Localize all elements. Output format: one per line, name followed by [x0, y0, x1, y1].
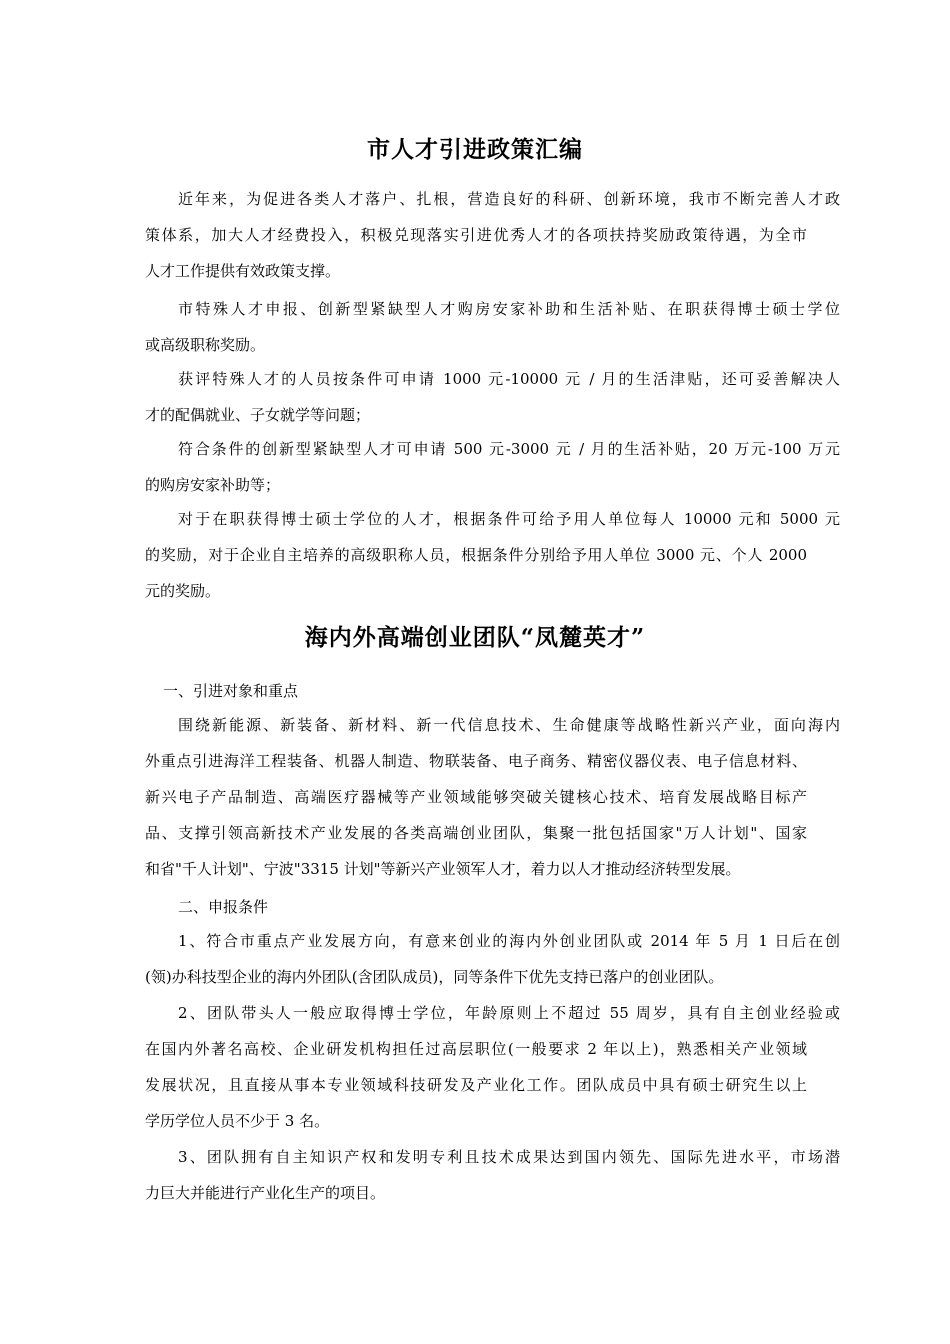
paragraph-line: 3、团队拥有自主知识产权和发明专利且技术成果达到国内领先、国际先进水平，市场潜 — [178, 1148, 840, 1166]
paragraph-line: 的奖励，对于企业自主培养的高级职称人员，根据条件分别给予用人单位 3000 元、个人 2000 — [145, 546, 807, 564]
paragraph-line: 围绕新能源、新装备、新材料、新一代信息技术、生命健康等战略性新兴产业，面向海内 — [178, 716, 840, 734]
paragraph-line: 品、支撑引领高新技术产业发展的各类高端创业团队，集聚一批包括国家"万人计划"、国家 — [145, 824, 807, 842]
paragraph-line: 力巨大并能进行产业化生产的项目。 — [145, 1184, 386, 1202]
paragraph-line: 市特殊人才申报、创新型紧缺型人才购房安家补助和生活补贴、在职获得博士硕士学位 — [178, 300, 840, 318]
paragraph-line: 元的奖励。 — [145, 582, 221, 600]
paragraph-line: (领)办科技型企业的海内外团队(含团队成员)，同等条件下优先支持已落户的创业团队。 — [145, 968, 724, 986]
paragraph-line: 发展状况，且直接从事本专业领域科技研发及产业化工作。团队成员中具有硕士研究生以上 — [145, 1076, 807, 1094]
paragraph-line: 策体系，加大人才经费投入，积极兑现落实引进优秀人才的各项扶持奖励政策待遇，为全市 — [145, 226, 807, 244]
paragraph-line: 才的配偶就业、子女就学等问题； — [145, 406, 371, 424]
page-title: 市人才引进政策汇编 — [367, 136, 583, 163]
paragraph-line: 对于在职获得博士硕士学位的人才，根据条件可给予用人单位每人 10000 元和 5000 元 — [178, 510, 840, 528]
paragraph-line: 新兴电子产品制造、高端医疗器械等产业领域能够突破关键核心技术、培育发展战略目标产 — [145, 788, 807, 806]
section-title: 海内外高端创业团队“凤麓英才” — [304, 624, 646, 651]
section-heading: 一、引进对象和重点 — [163, 682, 299, 700]
paragraph-line: 符合条件的创新型紧缺型人才可申请 500 元-3000 元 / 月的生活补贴，20 万元-100 万元 — [178, 440, 840, 458]
paragraph-line: 人才工作提供有效政策支撑。 — [145, 262, 341, 280]
paragraph-line: 2、团队带头人一般应取得博士学位，年龄原则上不超过 55 周岁，具有自主创业经验或 — [178, 1004, 840, 1022]
paragraph-line: 学历学位人员不少于 3 名。 — [145, 1112, 330, 1130]
paragraph-line: 近年来，为促进各类人才落户、扎根，营造良好的科研、创新环境，我市不断完善人才政 — [178, 190, 840, 208]
paragraph-line: 的购房安家补助等； — [145, 476, 281, 494]
paragraph-line: 外重点引进海洋工程装备、机器人制造、物联装备、电子商务、精密仪器仪表、电子信息材料、 — [145, 752, 807, 770]
paragraph-line: 1、符合市重点产业发展方向，有意来创业的海内外创业团队或 2014 年 5 月 1 日后在创 — [178, 932, 840, 950]
paragraph-line: 和省"千人计划"、宁波"3315 计划"等新兴产业领军人才，着力以人才推动经济转型发展。 — [145, 860, 741, 878]
paragraph-line: 在国内外著名高校、企业研发机构担任过高层职位(一般要求 2 年以上)，熟悉相关产业领域 — [145, 1040, 807, 1058]
section-heading: 二、申报条件 — [178, 898, 269, 916]
paragraph-line: 或高级职称奖励。 — [145, 336, 266, 354]
paragraph-line: 获评特殊人才的人员按条件可申请 1000 元-10000 元 / 月的生活津贴，还可妥善解决人 — [178, 370, 840, 388]
